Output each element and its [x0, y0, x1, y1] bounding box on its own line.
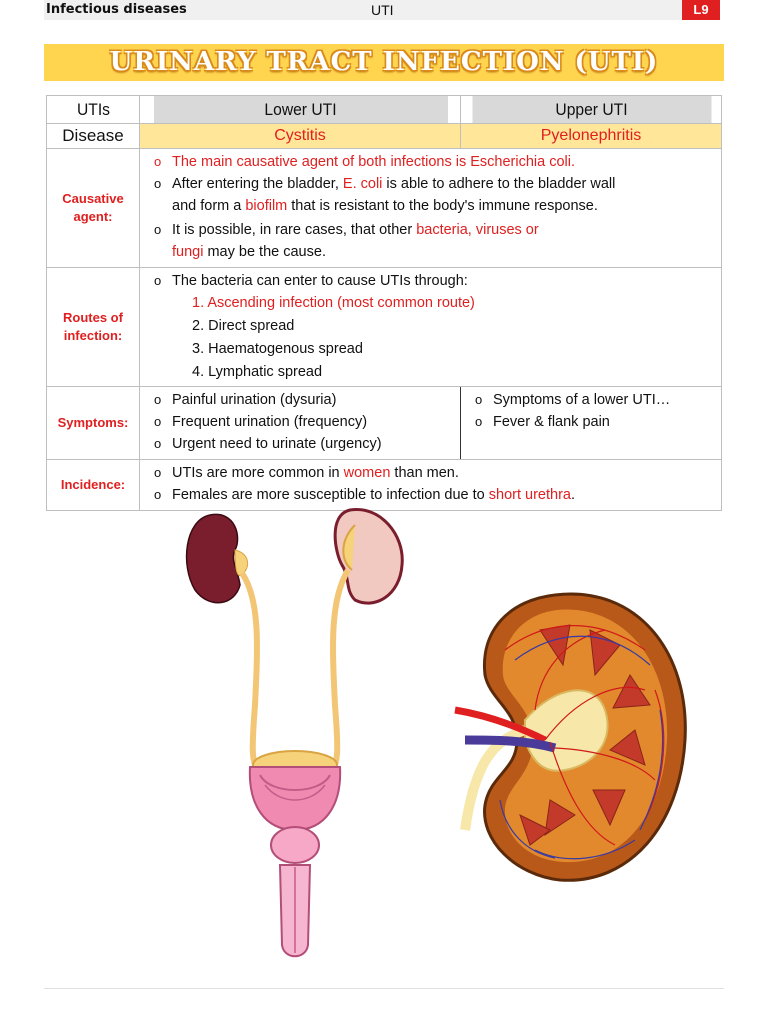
list-item: o Painful urination (dysuria) [154, 389, 454, 411]
causative-content [140, 149, 722, 268]
page-title-banner [44, 44, 724, 81]
uti-table [46, 95, 722, 511]
list-item: o Fever & flank pain [475, 411, 715, 433]
header-topic: UTI [371, 2, 394, 18]
table-header-row [47, 96, 722, 124]
causative-label: Causative agent: [47, 149, 140, 268]
incidence-label: Incidence: [47, 460, 140, 511]
route-item: 3. Haematogenous spread [192, 341, 363, 357]
route-item: 4. Lymphatic spread [192, 364, 323, 380]
list-item: o Urgent need to urinate (urgency) [154, 433, 454, 455]
list-item: o Females are more susceptible to infection due to short urethra. [154, 484, 715, 506]
route-item: 1. Ascending infection (most common route) [192, 295, 475, 311]
list-item: o Frequent urination (frequency) [154, 411, 454, 433]
routes-content [140, 268, 722, 387]
causative-row [47, 149, 722, 268]
footer-divider [44, 988, 724, 989]
list-item: o The main causative agent of both infections is Escherichia coli. [154, 151, 715, 173]
list-item: o The bacteria can enter to cause UTIs through: [154, 270, 715, 292]
col-header-upper: Upper UTI [471, 96, 711, 124]
list-item: o UTIs are more common in women than men. [154, 462, 715, 484]
col-header-utis: UTIs [50, 96, 136, 124]
header-subject: Infectious diseases [46, 2, 187, 17]
symptoms-row [47, 387, 722, 460]
symptoms-upper [461, 387, 722, 460]
disease-lower: Cystitis [140, 124, 461, 149]
kidney-cross-section-illustration [445, 590, 695, 885]
disease-row [47, 124, 722, 149]
list-item: o It is possible, in rare cases, that other bacteria, viruses or fungi may be the cause. [154, 219, 715, 263]
routes-row [47, 268, 722, 387]
urinary-tract-illustration [180, 505, 410, 965]
incidence-content [140, 460, 722, 511]
disease-label: Disease [47, 124, 140, 149]
disease-upper: Pyelonephritis [461, 124, 722, 149]
col-header-lower: Lower UTI [152, 96, 447, 124]
incidence-row [47, 460, 722, 511]
page-title: URINARY TRACT INFECTION (UTI) [109, 47, 659, 77]
symptoms-lower [140, 387, 461, 460]
symptoms-label: Symptoms: [47, 387, 140, 460]
page-header [44, 0, 720, 20]
routes-label: Routes of infection: [47, 268, 140, 387]
list-item: o After entering the bladder, E. coli is able to adhere to the bladder wall and form a biofilm that is resistant to the body's immune response. [154, 173, 715, 217]
route-item: 2. Direct spread [192, 318, 295, 334]
lecture-badge: L9 [682, 0, 720, 20]
list-item: o Symptoms of a lower UTI… [475, 389, 715, 411]
